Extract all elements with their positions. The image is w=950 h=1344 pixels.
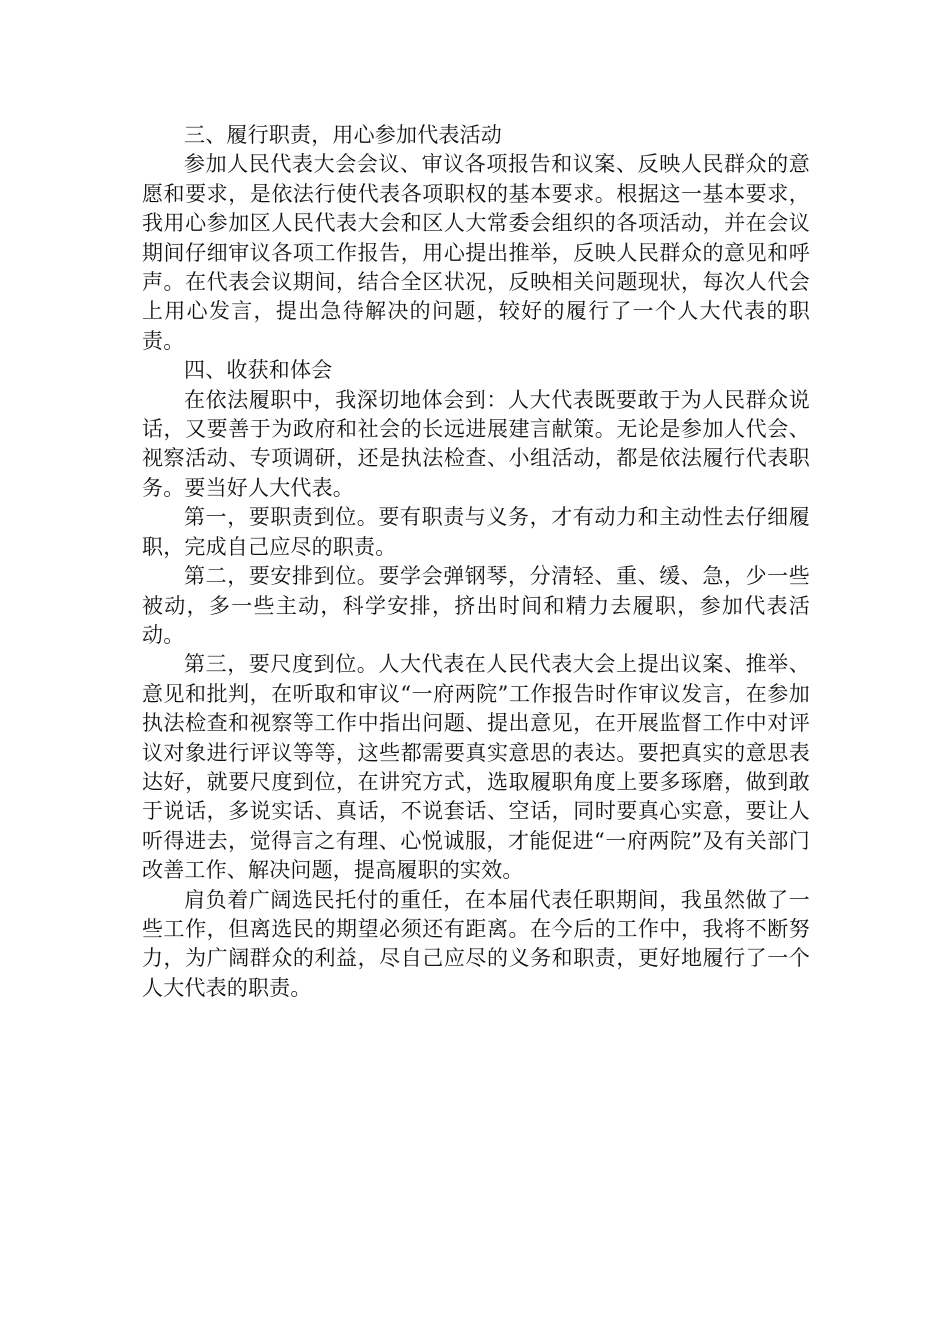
paragraph-second-point: 第二，要安排到位。要学会弹钢琴，分清轻、重、缓、急，少一些被动，多一些主动，科学安排，挤出时间和精力去履职，参加代表活动。	[142, 564, 810, 647]
paragraph-first-point: 第一，要职责到位。要有职责与义务，才有动力和主动性去仔细履职，完成自己应尽的职责。	[142, 505, 810, 559]
section-heading-3: 三、履行职责，用心参加代表活动	[184, 123, 502, 147]
paragraph-conclusion: 肩负着广阔选民托付的重任，在本届代表任职期间，我虽然做了一些工作，但离选民的期望必须还有距离。在今后的工作中，我将不断努力，为广阔群众的利益，尽自己应尽的义务和职责，更好地履行了一个人大代表的职责。	[142, 887, 810, 1000]
paragraph-third-point: 第三，要尺度到位。人大代表在人民代表大会上提出议案、推举、意见和批判，在听取和审议“一府两院”工作报告时作审议发言，在参加执法检查和视察等工作中指出问题、提出意见，在开展监督工作中对评议对象进行评议等等，这些都需要真实意思的表达。要把真实的意思表达好，就要尺度到位，在讲究方式，选取履职角度上要多琢磨，做到敢于说话，多说实话、真话，不说套话、空话，同时要真心实意，要让人听得进去，觉得言之有理、心悦诚服，才能促进“一府两院”及有关部门改善工作、解决问题，提高履职的实效。	[142, 652, 810, 883]
paragraph-duty: 参加人民代表大会会议、审议各项报告和议案、反映人民群众的意愿和要求，是依法行使代表各项职权的基本要求。根据这一基本要求，我用心参加区人民代表大会和区人大常委会组织的各项活动，并在会议期间仔细审议各项工作报告，用心提出推举，反映人民群众的意见和呼声。在代表会议期间，结合全区状况，反映相关问题现状，每次人代会上用心发言，提出急待解决的问题，较好的履行了一个人大代表的职责。	[142, 152, 810, 353]
paragraph-experience: 在依法履职中，我深切地体会到：人大代表既要敢于为人民群众说话，又要善于为政府和社会的长远进展建言献策。无论是参加人代会、视察活动、专项调研，还是执法检查、小组活动，都是依法履行代表职务。要当好人大代表。	[142, 387, 810, 500]
section-heading-4: 四、收获和体会	[184, 358, 333, 383]
document-body	[142, 121, 810, 1003]
